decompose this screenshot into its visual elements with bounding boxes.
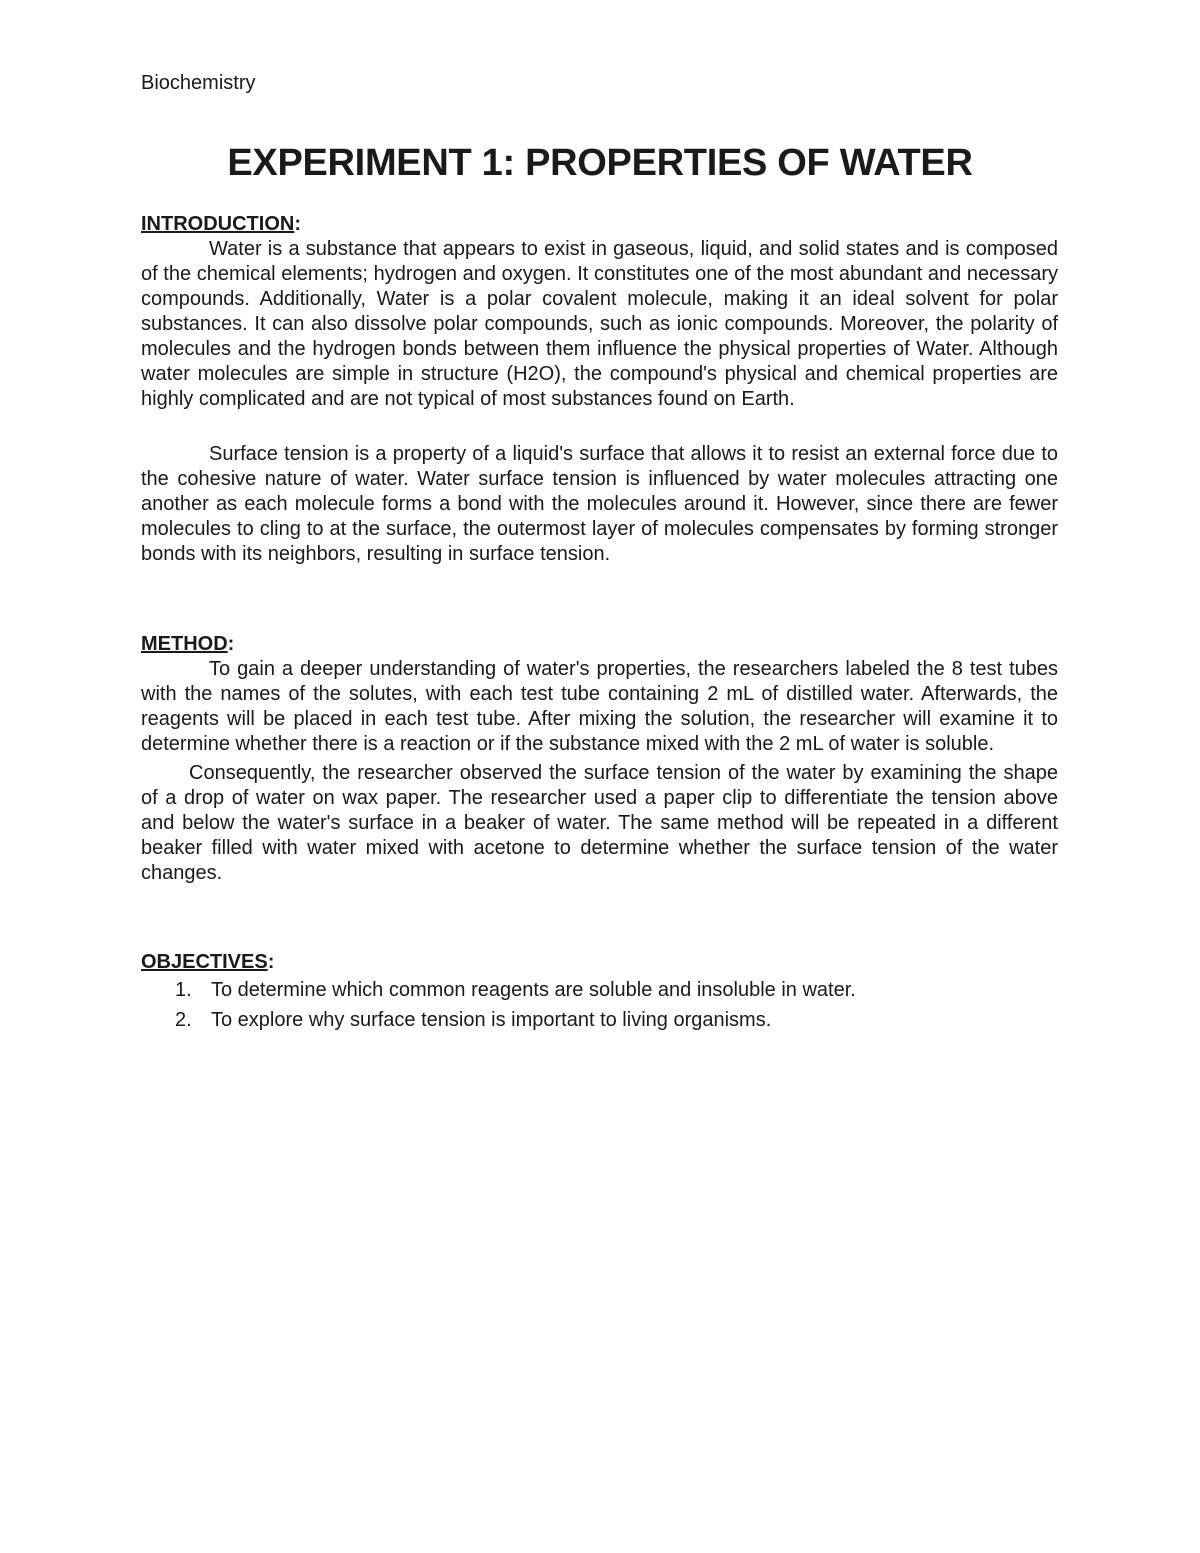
method-heading-colon: : <box>227 633 235 655</box>
method-paragraph-1: To gain a deeper understanding of water's properties, the researchers labeled the 8 test tubes with the names of the solutes, with each test tube containing 2 mL of distilled water. Afterwards, the reagents will be placed in each test tube. After mixing the solution, the researcher will examine it to determine whether there is a reaction or if the substance mixed with the 2 mL of water is soluble. <box>141 658 1058 755</box>
introduction-heading-colon: : <box>294 213 301 235</box>
list-item-text: To explore why surface tension is important to living organisms. <box>211 1009 772 1031</box>
introduction-paragraph-2: Surface tension is a property of a liquid's surface that allows it to resist an external force due to the cohesive nature of water. Water surface tension is influenced by water molecules attracting one another as each molecule forms a bond with the molecules around it. However, since there are fewer molecules to cling to at the surface, the outermost layer of molecules compensates by forming stronger bonds with its neighbors, resulting in surface tension. <box>141 443 1058 565</box>
method-section <box>141 632 1058 886</box>
objectives-list <box>141 975 1058 1035</box>
list-item <box>141 1005 1058 1035</box>
introduction-heading <box>141 212 1058 237</box>
page-title: EXPERIMENT 1: PROPERTIES OF WATER <box>227 142 973 184</box>
objectives-heading-text: OBJECTIVES <box>141 951 268 973</box>
method-paragraph-2: Consequently, the researcher observed the surface tension of the water by examining the shape of a drop of water on wax paper. The researcher used a paper clip to differentiate the tension above and below the water's surface in a beaker of water. The same method will be repeated in a different beaker filled with water mixed with acetone to determine whether the surface tension of the water changes. <box>141 762 1058 884</box>
method-heading-text: METHOD <box>141 633 228 655</box>
method-heading <box>141 632 1058 657</box>
course-header: Biochemistry <box>141 72 256 94</box>
objectives-heading-colon: : <box>267 951 275 973</box>
list-item-number: 2. <box>175 1009 192 1031</box>
list-item-number: 1. <box>175 979 192 1001</box>
objectives-heading <box>141 950 1058 975</box>
introduction-heading-text: INTRODUCTION <box>141 213 295 235</box>
list-item <box>141 975 1058 1005</box>
objectives-section <box>141 950 1058 1035</box>
list-item-text: To determine which common reagents are soluble and insoluble in water. <box>211 979 856 1001</box>
introduction-paragraph-1: Water is a substance that appears to exist in gaseous, liquid, and solid states and is composed of the chemical elements; hydrogen and oxygen. It constitutes one of the most abundant and necessary compounds. Additionally, Water is a polar covalent molecule, making it an ideal solvent for polar substances. It can also dissolve polar compounds, such as ionic compounds. Moreover, the polarity of molecules and the hydrogen bonds between them influence the physical properties of Water. Although water molecules are simple in structure (H2O), the compound's physical and chemical properties are highly complicated and are not typical of most substances found on Earth. <box>141 238 1058 410</box>
introduction-section <box>141 212 1058 567</box>
